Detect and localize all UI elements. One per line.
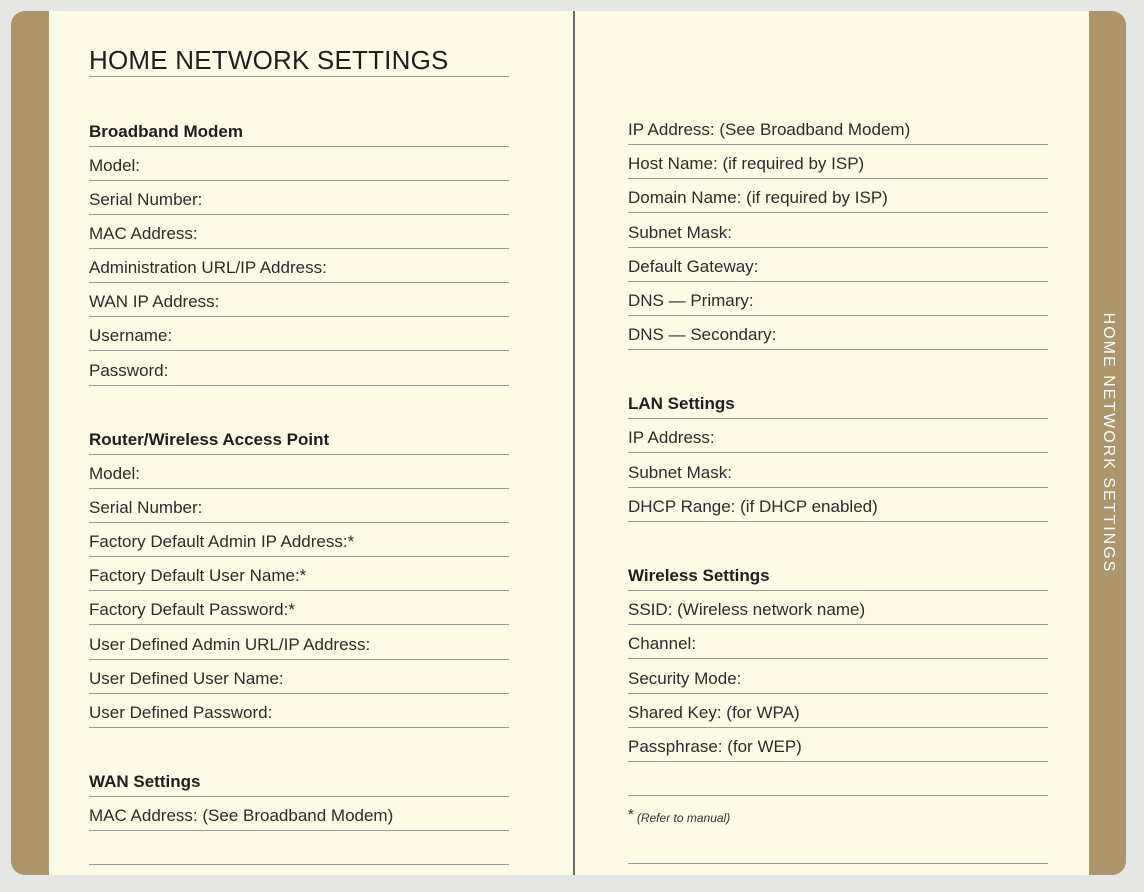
field-modem-model[interactable]: Model: bbox=[89, 152, 509, 181]
field-wireless-passphrase[interactable]: Passphrase: (for WEP) bbox=[628, 733, 1048, 762]
field-router-user-username[interactable]: User Defined User Name: bbox=[89, 665, 509, 694]
field-modem-username[interactable]: Username: bbox=[89, 322, 509, 351]
field-lan-dhcp-range[interactable]: DHCP Range: (if DHCP enabled) bbox=[628, 493, 1048, 522]
field-modem-serial-number[interactable]: Serial Number: bbox=[89, 186, 509, 215]
field-wireless-channel[interactable]: Channel: bbox=[628, 630, 1048, 659]
footnote-star: * bbox=[628, 806, 634, 823]
field-router-factory-admin-ip[interactable]: Factory Default Admin IP Address:* bbox=[89, 528, 509, 557]
field-notes-blank[interactable] bbox=[628, 835, 1048, 864]
section-heading-lan-settings: LAN Settings bbox=[628, 390, 1048, 419]
field-wireless-ssid[interactable]: SSID: (Wireless network name) bbox=[628, 596, 1048, 625]
section-heading-wireless-settings: Wireless Settings bbox=[628, 562, 1048, 591]
footnote-text: (Refer to manual) bbox=[636, 811, 731, 825]
field-wireless-blank[interactable] bbox=[628, 767, 1048, 796]
field-modem-mac-address[interactable]: MAC Address: bbox=[89, 220, 509, 249]
field-wan-dns-secondary[interactable]: DNS — Secondary: bbox=[628, 321, 1048, 350]
side-tab-label: HOME NETWORK SETTINGS bbox=[1100, 312, 1117, 574]
section-heading-wan-settings: WAN Settings bbox=[89, 768, 509, 797]
field-wan-subnet-mask[interactable]: Subnet Mask: bbox=[628, 219, 1048, 248]
field-router-model[interactable]: Model: bbox=[89, 460, 509, 489]
field-router-serial-number[interactable]: Serial Number: bbox=[89, 494, 509, 523]
field-wan-host-name[interactable]: Host Name: (if required by ISP) bbox=[628, 150, 1048, 179]
field-lan-subnet-mask[interactable]: Subnet Mask: bbox=[628, 459, 1048, 488]
field-modem-password[interactable]: Password: bbox=[89, 357, 509, 386]
field-lan-ip-address[interactable]: IP Address: bbox=[628, 424, 1048, 453]
page-gutter bbox=[573, 11, 575, 875]
field-modem-wan-ip[interactable]: WAN IP Address: bbox=[89, 288, 509, 317]
footnote bbox=[628, 806, 1048, 830]
field-router-user-admin-url[interactable]: User Defined Admin URL/IP Address: bbox=[89, 631, 509, 660]
field-wan-mac-address[interactable]: MAC Address: (See Broadband Modem) bbox=[89, 802, 509, 831]
field-wireless-shared-key[interactable]: Shared Key: (for WPA) bbox=[628, 699, 1048, 728]
field-router-user-password[interactable]: User Defined Password: bbox=[89, 699, 509, 728]
field-router-factory-password[interactable]: Factory Default Password:* bbox=[89, 596, 509, 625]
section-heading-broadband-modem: Broadband Modem bbox=[89, 118, 509, 147]
page-title: HOME NETWORK SETTINGS bbox=[89, 44, 509, 77]
field-wan-ip-address[interactable]: IP Address: (See Broadband Modem) bbox=[628, 116, 1048, 145]
field-modem-admin-url[interactable]: Administration URL/IP Address: bbox=[89, 254, 509, 283]
field-router-factory-username[interactable]: Factory Default User Name:* bbox=[89, 562, 509, 591]
field-wan-blank[interactable] bbox=[89, 836, 509, 865]
field-wan-domain-name[interactable]: Domain Name: (if required by ISP) bbox=[628, 184, 1048, 213]
field-wan-dns-primary[interactable]: DNS — Primary: bbox=[628, 287, 1048, 316]
field-wireless-security-mode[interactable]: Security Mode: bbox=[628, 665, 1048, 694]
field-wan-default-gateway[interactable]: Default Gateway: bbox=[628, 253, 1048, 282]
section-heading-router: Router/Wireless Access Point bbox=[89, 426, 509, 455]
